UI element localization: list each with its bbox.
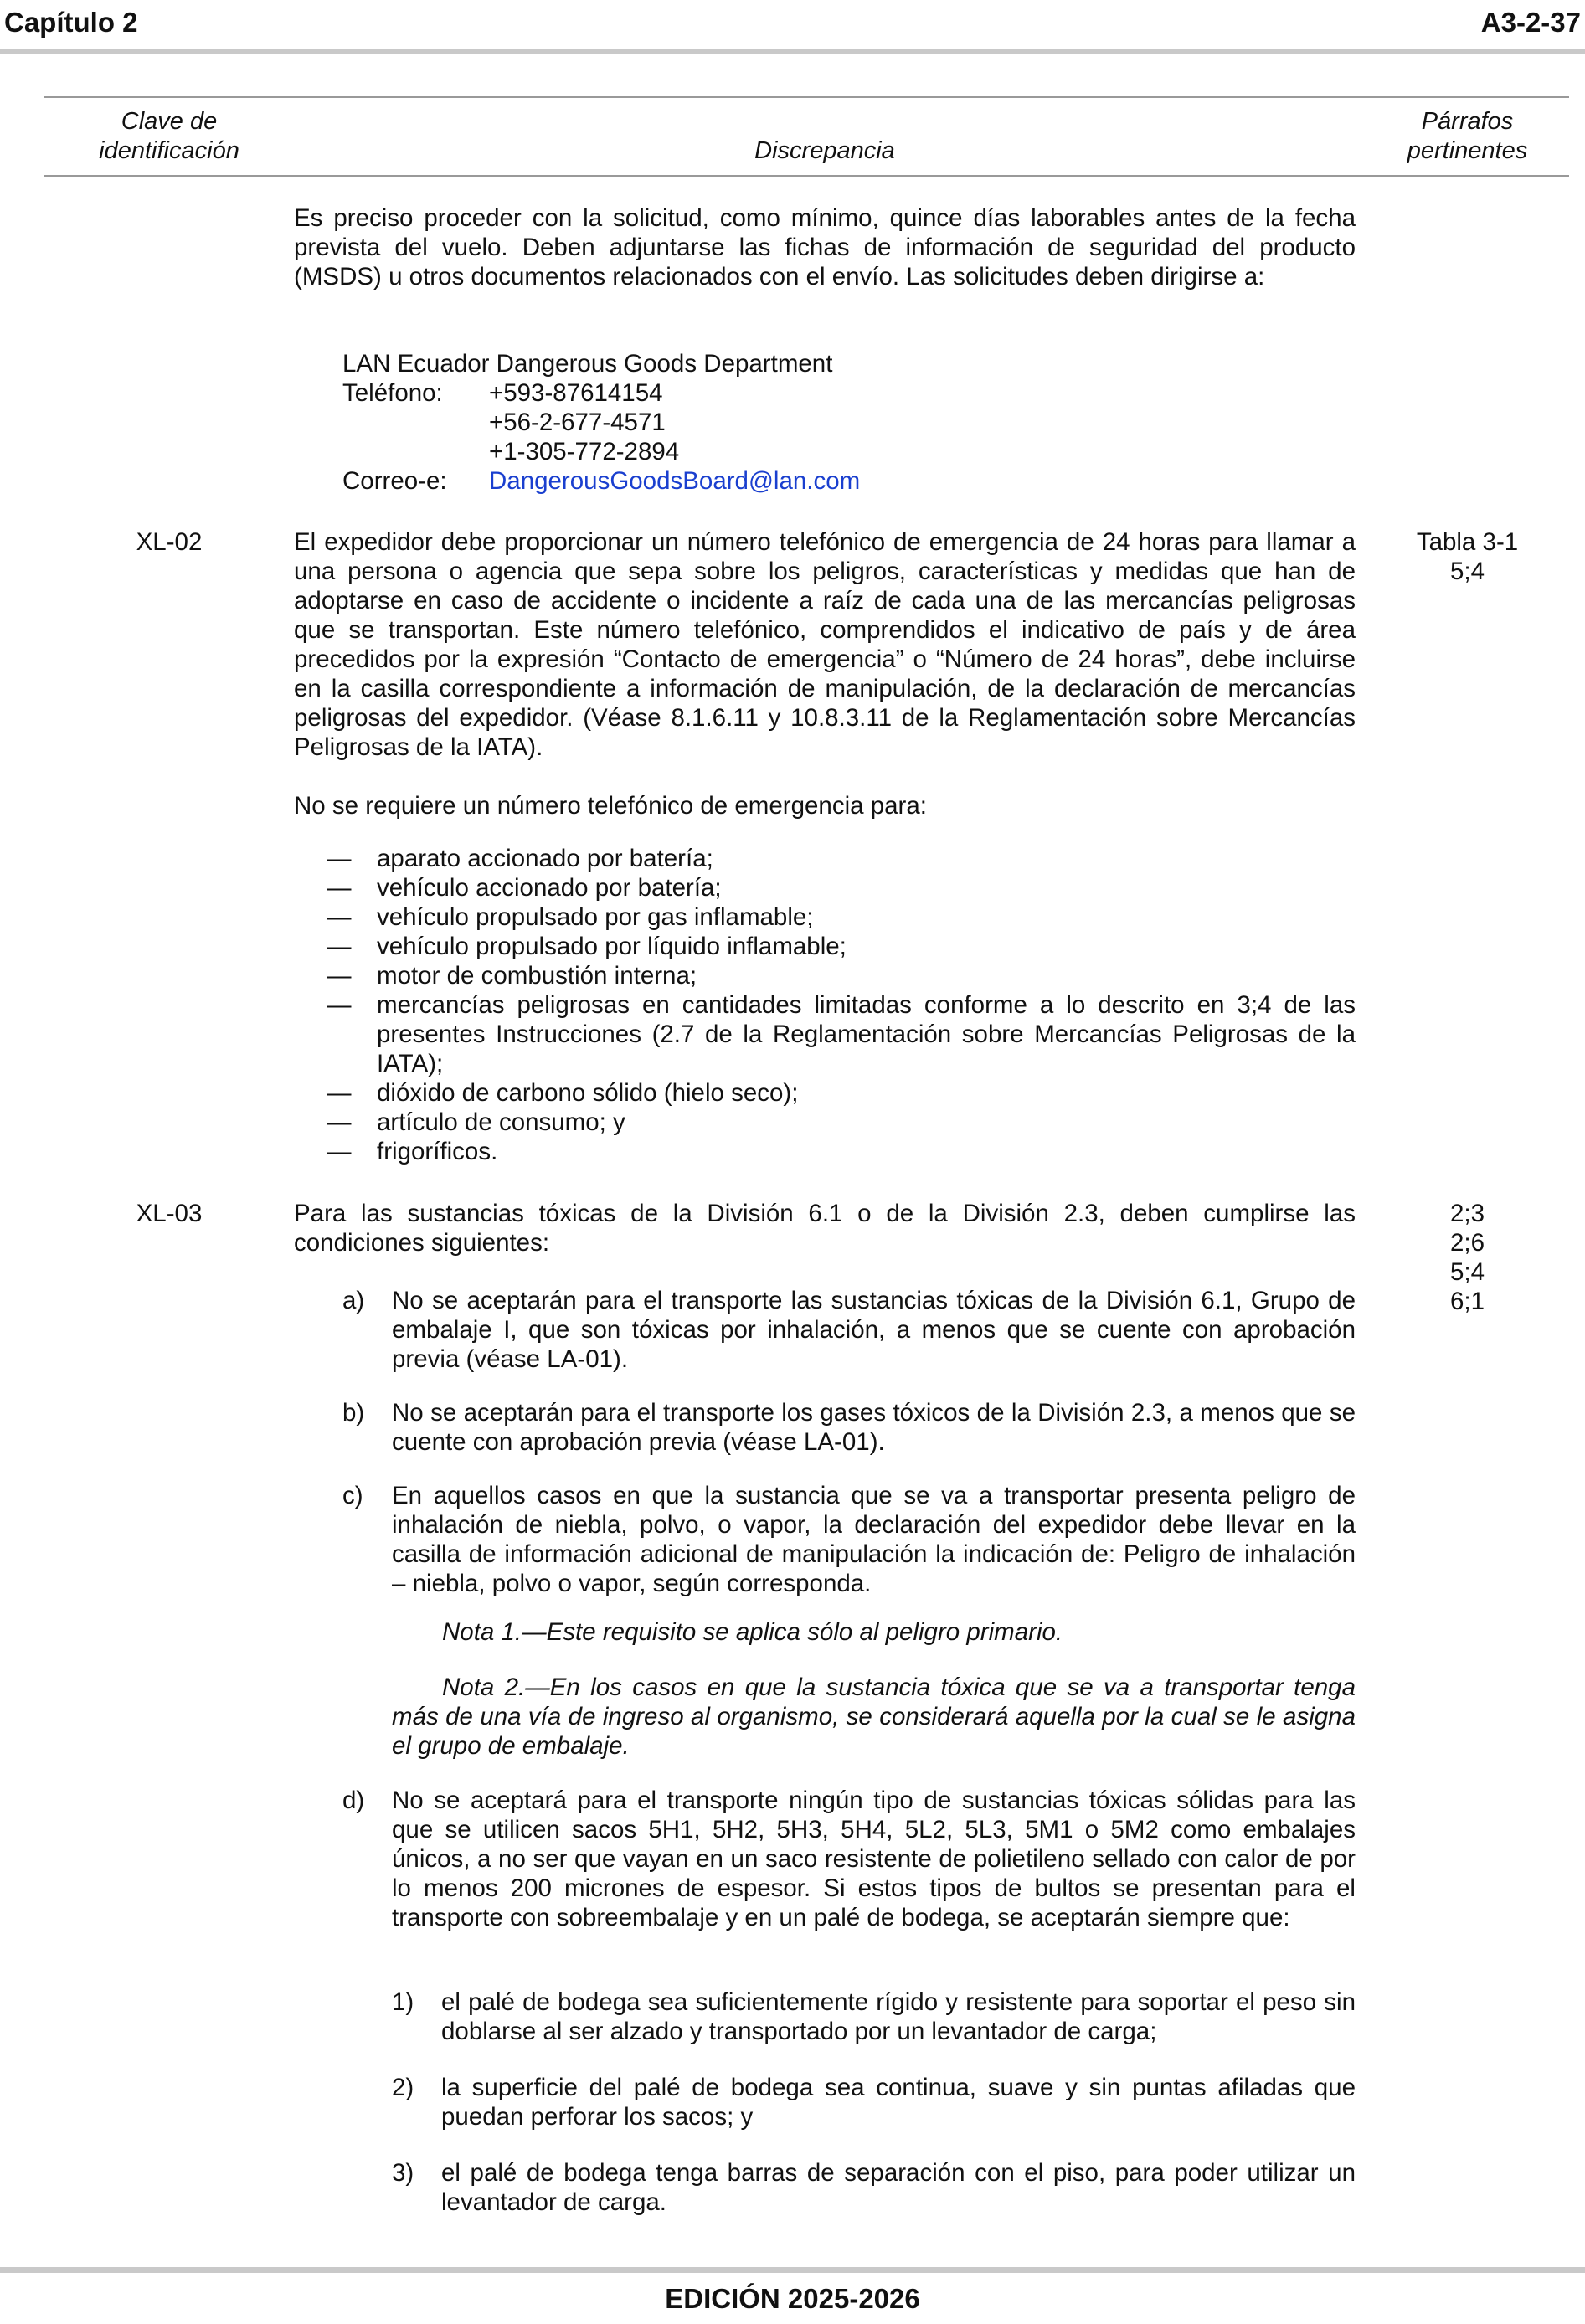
dash-marker: — [327, 933, 352, 960]
list-item-text: vehículo accionado por batería; [377, 874, 722, 902]
item-a-text: No se aceptarán para el transporte las sustancias tóxicas de la División 6.1, Grupo de embalaje I, que son tóxicas por inhalación, a menos que se cuente con aprobación previa (véase LA-01). [392, 1287, 1356, 1373]
column-header-parrafos-line1: Párrafos [1421, 108, 1514, 135]
list-item-text: vehículo propulsado por líquido inflamable; [377, 933, 847, 960]
chapter-title: Capítulo 2 [4, 7, 138, 38]
email-link[interactable]: DangerousGoodsBoard@lan.com [489, 467, 861, 495]
list-item [327, 961, 1356, 990]
list-item [327, 1137, 1356, 1166]
header-divider [0, 49, 1585, 54]
item-label: d) [342, 1787, 365, 1814]
column-header-clave-line1: Clave de [121, 108, 218, 135]
subitem-label: 1) [392, 1988, 414, 2016]
subitem-3-text: el palé de bodega tenga barras de separación con el piso, para poder utilizar un levantador de carga. [441, 2159, 1356, 2216]
column-header-clave-line2: identificación [99, 137, 239, 164]
email-label: Correo-e: [342, 467, 447, 495]
edition-footer: EDICIÓN 2025-2026 [665, 2283, 920, 2314]
item-label: c) [342, 1482, 363, 1509]
subitem-1-text: el palé de bodega sea suficientemente rígido y resistente para soportar el peso sin doblarse al ser alzado y transportado por un levantador de carga; [441, 1988, 1356, 2045]
phone-number: +1-305-772-2894 [489, 438, 680, 465]
dash-marker: — [327, 874, 352, 902]
dash-marker: — [327, 962, 352, 990]
dash-marker: — [327, 1138, 352, 1165]
subitem-label: 2) [392, 2074, 414, 2101]
item-b-text: No se aceptarán para el transporte los gases tóxicos de la División 2.3, a menos que se cuente con aprobación previa (véase LA-01). [392, 1399, 1356, 1456]
list-item-text: mercancías peligrosas en cantidades limitadas conforme a lo descrito en 3;4 de las presentes Instrucciones (2.7 de la Reglamentación sobre Mercancías Peligrosas de la IATA); [377, 991, 1356, 1077]
list-item [327, 873, 1356, 902]
column-header-parrafos-line2: pertinentes [1407, 137, 1528, 164]
dash-marker: — [327, 1079, 352, 1107]
column-header-discrepancia: Discrepancia [754, 137, 895, 164]
subitem-2-text: la superficie del palé de bodega sea continua, suave y sin puntas afiladas que puedan perforar los sacos; y [441, 2074, 1356, 2131]
list-item [327, 902, 1356, 932]
subitem-label: 3) [392, 2159, 414, 2187]
item-d-text: No se aceptará para el transporte ningún tipo de sustancias tóxicas sólidas para las que se utilicen sacos 5H1, 5H2, 5H3, 5H4, 5L2, 5L3, 5M1 o 5M2 como embalajes únicos, a no ser que vayan en un saco resistente de polietileno sellado con calor de por lo menos 200 micrones de espesor. Si estos tipos de bultos se presentan para el transporte con sobreembalaje y en un palé de bodega, se aceptarán siempre que: [392, 1787, 1356, 1931]
reference: Tabla 3-1 [1416, 528, 1519, 556]
note-1 [392, 1617, 1356, 1647]
note-1-text: Nota 1.—Este requisito se aplica sólo al peligro primario. [442, 1618, 1063, 1646]
xl03-references [1382, 1199, 1553, 1316]
xl03-paragraph: Para las sustancias tóxicas de la División 6.1 o de la División 2.3, deben cumplirse las condiciones siguientes: [294, 1200, 1356, 1257]
list-item-text: motor de combustión interna; [377, 962, 697, 990]
address-name: LAN Ecuador Dangerous Goods Department [342, 350, 833, 378]
note-2 [392, 1673, 1356, 1761]
reference: 5;4 [1449, 1258, 1485, 1286]
phone-label: Teléfono: [342, 379, 443, 407]
xl02-exempt-intro: No se requiere un número telefónico de emergencia para: [294, 792, 927, 820]
table-top-rule [44, 96, 1569, 98]
reference: 6;1 [1449, 1288, 1485, 1315]
xl02-references [1382, 527, 1553, 586]
list-item-text: vehículo propulsado por gas inflamable; [377, 903, 814, 931]
dash-marker: — [327, 903, 352, 931]
row-id-xl02: XL-02 [136, 528, 203, 556]
column-header-clave [44, 107, 295, 166]
item-c-text: En aquellos casos en que la sustancia que se va a transportar presenta peligro de inhalación de niebla, polvo, o vapor, la declaración del expedidor debe llevar en la casilla de información adicional de manipulación la indicación de: Peligro de inhalación – niebla, polvo o vapor, según corresponda. [392, 1482, 1356, 1597]
xl02-paragraph: El expedidor debe proporcionar un número telefónico de emergencia de 24 horas para llamar a una persona o agencia que sepa sobre los peligros, características y medidas que han de adoptarse en caso de accidente o incidente a raíz de cada una de las mercancías peligrosas que se transportan. Este número telefónico, comprendidos el indicativo de país y de área precedidos por la expresión “Contacto de emergencia” o “Número de 24 horas”, debe incluirse en la casilla correspondiente a información de manipulación, de la declaración de mercancías peligrosas del expedidor. (Véase 8.1.6.11 y 10.8.3.11 de la Reglamentación sobre Mercancías Peligrosas de la IATA). [294, 528, 1356, 761]
item-label: b) [342, 1399, 365, 1427]
dash-marker: — [327, 991, 352, 1019]
list-item [327, 990, 1356, 1078]
item-label: a) [342, 1287, 365, 1314]
list-item-text: dióxido de carbono sólido (hielo seco); [377, 1079, 799, 1107]
table-header-rule [44, 175, 1569, 177]
list-item [327, 932, 1356, 961]
list-item [327, 1078, 1356, 1108]
row-id-xl03: XL-03 [136, 1200, 203, 1227]
phone-number: +593-87614154 [489, 379, 663, 407]
list-item [327, 1108, 1356, 1137]
list-item-text: frigoríficos. [377, 1138, 498, 1165]
intro-paragraph: Es preciso proceder con la solicitud, como mínimo, quince días laborables antes de la fecha prevista del vuelo. Deben adjuntarse las fichas de información de seguridad del producto (MSDS) u otros documentos relacionados con el envío. Las solicitudes deben dirigirse a: [294, 204, 1356, 290]
list-item [327, 844, 1356, 873]
phone-number: +56-2-677-4571 [489, 409, 666, 436]
dash-marker: — [327, 845, 352, 872]
dash-marker: — [327, 1108, 352, 1136]
list-item-text: artículo de consumo; y [377, 1108, 625, 1136]
reference: 2;3 [1449, 1200, 1485, 1227]
note-2-text: Nota 2.—En los casos en que la sustancia tóxica que se va a transportar tenga más de una vía de ingreso al organismo, se considerará aquella por la cual se le asigna el grupo de embalaje. [392, 1674, 1356, 1760]
column-header-parrafos [1382, 107, 1553, 166]
reference: 5;4 [1449, 558, 1485, 585]
page-reference: A3-2-37 [1480, 7, 1581, 38]
list-item-text: aparato accionado por batería; [377, 845, 713, 872]
reference: 2;6 [1449, 1229, 1485, 1257]
footer-divider [0, 2267, 1585, 2273]
